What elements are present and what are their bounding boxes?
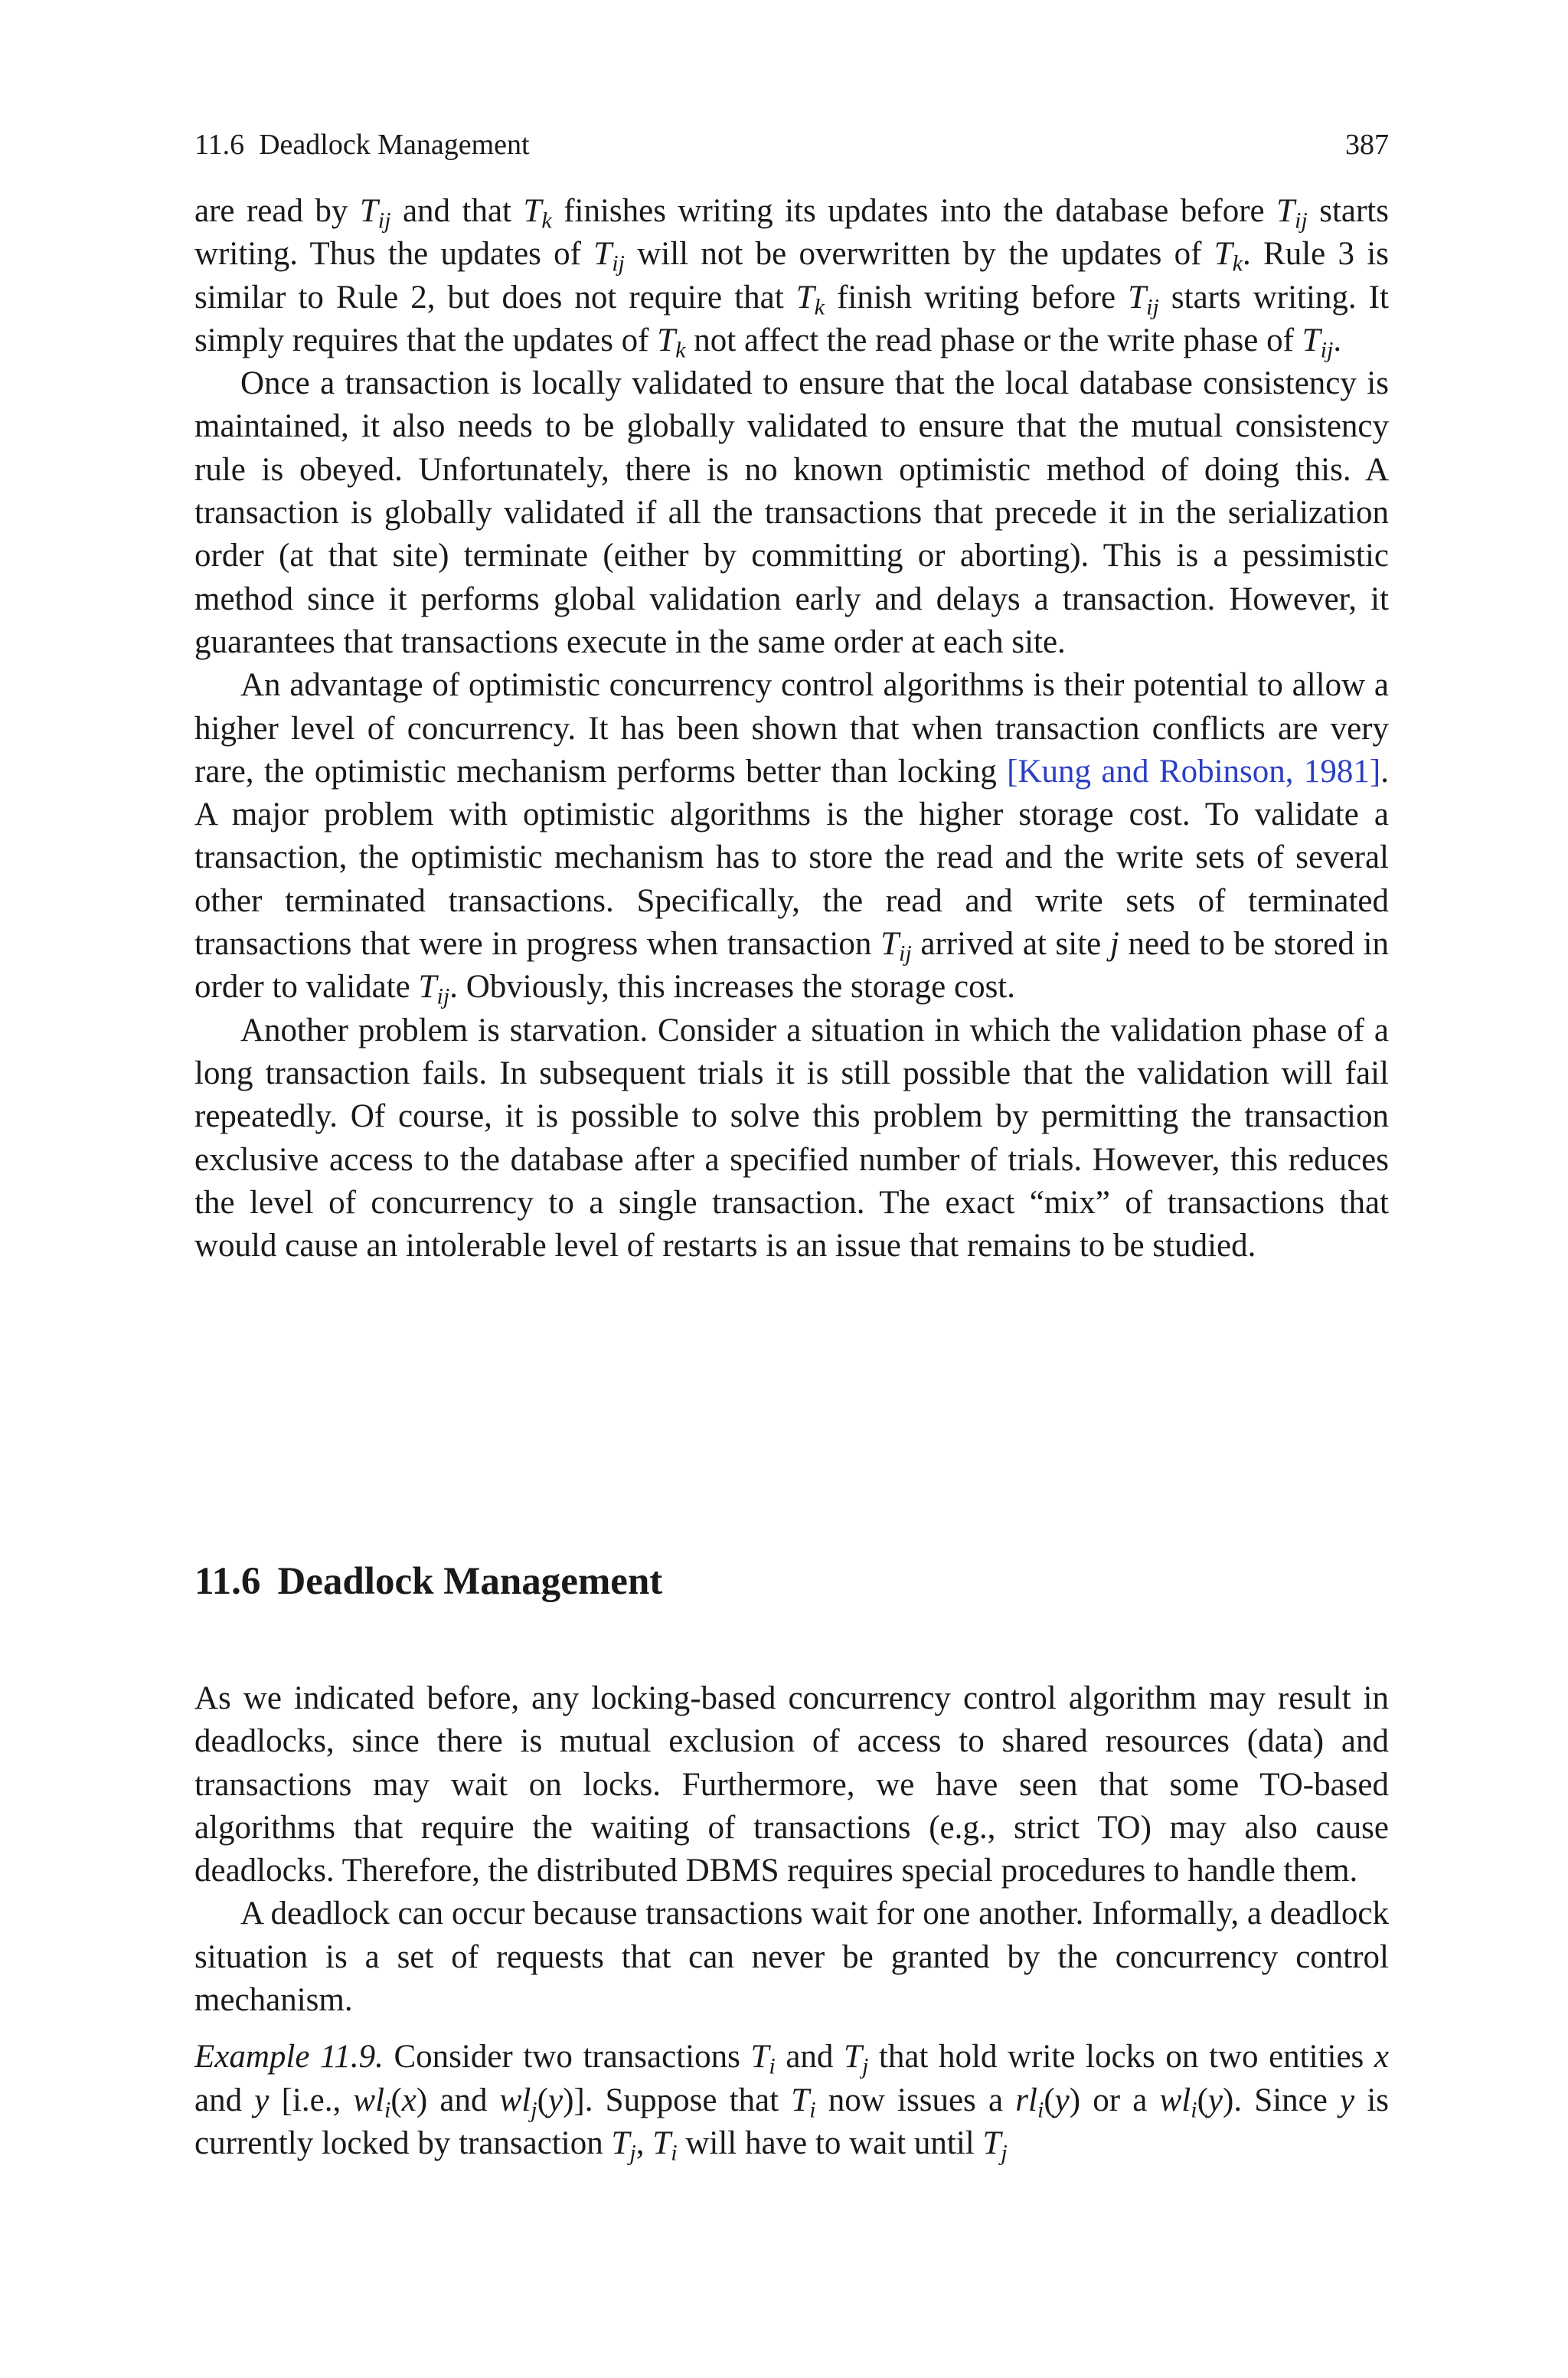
running-head: [194, 127, 1389, 162]
running-head-section: 11.6: [194, 129, 245, 161]
running-head-title: Deadlock Management: [259, 129, 530, 161]
body-text-lower: [194, 1677, 1389, 2165]
paragraph-starvation: Another problem is starvation. Consider a situation in which the validation phase of a long transaction fails. In subsequent trials it is still possible that the validation will fail repeatedly. Of course, it is possible to solve this problem by permitting the transaction exclusive access to the database after a specified number of trials. However, this reduces the level of concurrency to a single transaction. The exact “mix” of transactions that would cause an intolerable level of restarts is an issue that remains to be studied.: [194, 1012, 1389, 1264]
paragraph-validation-rules: are read by $T_{ij}$ and that $T_k$ finishes writing its updates into the database before $T_{ij}$ starts writing. Thus the updates of $T_{ij}$ will not be overwritten by the updates of $T_k$. Rule 3 is similar to Rule 2, but does not require that $T_k$ finish writing before $T_{ij}$ starts writing. It simply requires that the updates of $T_k$ not affect the read phase or the write phase of $T_{ij}$.: [194, 193, 1389, 363]
section-number: 11.6: [194, 1560, 261, 1603]
page-number: 387: [1345, 129, 1389, 161]
paragraph-example: Example 11.9. Consider two transactions $T_i$ and $T_j$ that hold write locks on two entities x and y [i.e., $wl_i(x)$ and $wl_j(y)$]. Suppose that $T_i$ now issues a $rl_i(y)$ or a $wl_i(y)$. Since y is currently locked by transaction $T_j$, $T_i$ will have to wait until $T_j$: [194, 2039, 1390, 2166]
paragraph-deadlock-intro: As we indicated before, any locking-based concurrency control algorithm may result in deadlocks, since there is mutual exclusion of access to shared resources (data) and transactions may wait on locks. Furthermore, we have seen that some TO-based algorithms that require the waiting of transactions (e.g., strict TO) may also cause deadlocks. Therefore, the distributed DBMS requires special procedures to handle them.: [194, 1680, 1389, 1889]
section-title: Deadlock Management: [277, 1560, 663, 1603]
example-label: Example 11.9.: [194, 2039, 384, 2075]
paragraph-deadlock-definition: A deadlock can occur because transactions wait for one another. Informally, a deadlock situation is a set of requests that can never be granted by the concurrency control mechanism.: [194, 1896, 1389, 2019]
citation-link[interactable]: [Kung and Robinson, 1981]: [1007, 753, 1381, 790]
paragraph-optimistic-advantage: An advantage of optimistic concurrency control algorithms is their potential to allow a higher level of concurrency. It has been shown that when transaction conflicts are very rare, the optimistic mechanism performs better than locking [Kung and Robinson, 1981]. A major problem with optimistic algorithms is the higher storage cost. To validate a transaction, the optimistic mechanism has to store the read and the write sets of several other terminated transactions. Specifically, the read and write sets of terminated transactions that were in progress when transaction $T_{ij}$ arrived at site j need to be stored in order to validate $T_{ij}$. Obviously, this increases the storage cost.: [194, 667, 1389, 1009]
paragraph-global-validation: Once a transaction is locally validated to ensure that the local database consistency is maintained, it also needs to be globally validated to ensure that the mutual consistency rule is obeyed. Unfortunately, there is no known optimistic method of doing this. A transaction is globally validated if all the transactions that precede it in the serialization order (at that site) terminate (either by committing or aborting). This is a pessimistic method since it performs global validation early and delays a transaction. However, it guarantees that transactions execute in the same order at each site.: [194, 365, 1389, 660]
body-text-upper: [194, 190, 1389, 1268]
section-heading: [194, 1557, 662, 1606]
